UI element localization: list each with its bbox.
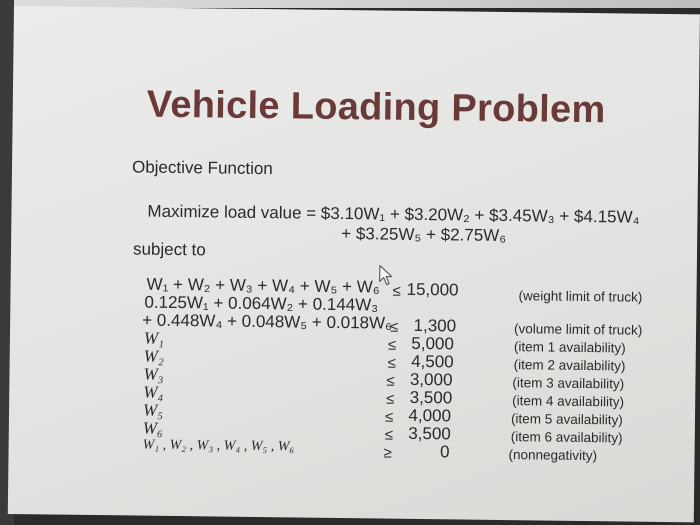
- constraint-lhs: W₆: [142, 418, 164, 438]
- constraint-sign: ≤: [387, 336, 397, 354]
- constraint-rhs: 4,500: [411, 351, 454, 372]
- constraint-rhs: 15,000: [406, 279, 459, 300]
- constraint-sign: ≤: [384, 426, 394, 444]
- constraint-lhs: W₃: [143, 364, 164, 384]
- constraint-lhs: W₅: [142, 400, 164, 420]
- constraint-note: (weight limit of truck): [518, 288, 643, 305]
- constraint-note: (nonnegativity): [508, 447, 598, 464]
- constraint-note: (item 6 availability): [510, 429, 623, 446]
- mouse-pointer-icon: [379, 264, 395, 286]
- objective-line-2: + $3.25W₅ + $2.75W₆: [341, 224, 507, 246]
- constraint-lhs: W₁ , W₂ , W₃ , W₄ , W₅ , W₆: [142, 437, 295, 455]
- constraint-sign: ≥: [383, 444, 392, 462]
- objective-line-1: Maximize load value = $3.10W₁ + $3.20W₂ + $3.45W₃ + $4.15W₄: [147, 201, 640, 227]
- constraint-rhs: 3,500: [409, 387, 453, 408]
- slide: [8, 6, 700, 522]
- constraint-note: (volume limit of truck): [514, 321, 643, 338]
- constraint-sign: ≤: [392, 282, 401, 300]
- constraint-sign: ≤: [384, 408, 394, 426]
- constraint-sign: ≤: [387, 354, 397, 372]
- constraint-note: (item 5 availability): [510, 411, 623, 428]
- constraint-sign: ≤: [386, 372, 395, 390]
- constraint-lhs: W₄: [143, 382, 164, 402]
- subject-to-label: subject to: [132, 239, 206, 260]
- constraint-sign: ≤: [386, 390, 395, 408]
- constraint-lhs: 0.125W₁ + 0.064W₂ + 0.144W₃: [144, 292, 379, 315]
- constraint-rhs: 0: [440, 442, 450, 462]
- constraint-sign: ≤: [390, 318, 399, 336]
- objective-heading: Objective Function: [131, 157, 273, 179]
- constraint-lhs: W₁ + W₂ + W₃ + W₄ + W₅ + W₆: [146, 274, 380, 297]
- constraint-note: (item 2 availability): [513, 357, 626, 374]
- constraint-rhs: 3,500: [408, 423, 451, 444]
- constraint-rhs: 5,000: [411, 333, 455, 354]
- constraint-lhs: W₂: [143, 346, 164, 366]
- constraint-note: (item 4 availability): [512, 393, 625, 410]
- constraint-lhs: W₁: [143, 328, 165, 348]
- constraint-note: (item 1 availability): [513, 339, 626, 356]
- constraint-rhs: 1,300: [413, 315, 457, 336]
- constraint-rhs: 4,000: [408, 405, 452, 426]
- slide-title: Vehicle Loading Problem: [146, 83, 606, 132]
- constraint-lhs: + 0.448W₄ + 0.048W₅ + 0.018W₆: [142, 310, 393, 333]
- constraint-rhs: 3,000: [409, 369, 453, 390]
- constraint-note: (item 3 availability): [512, 375, 625, 392]
